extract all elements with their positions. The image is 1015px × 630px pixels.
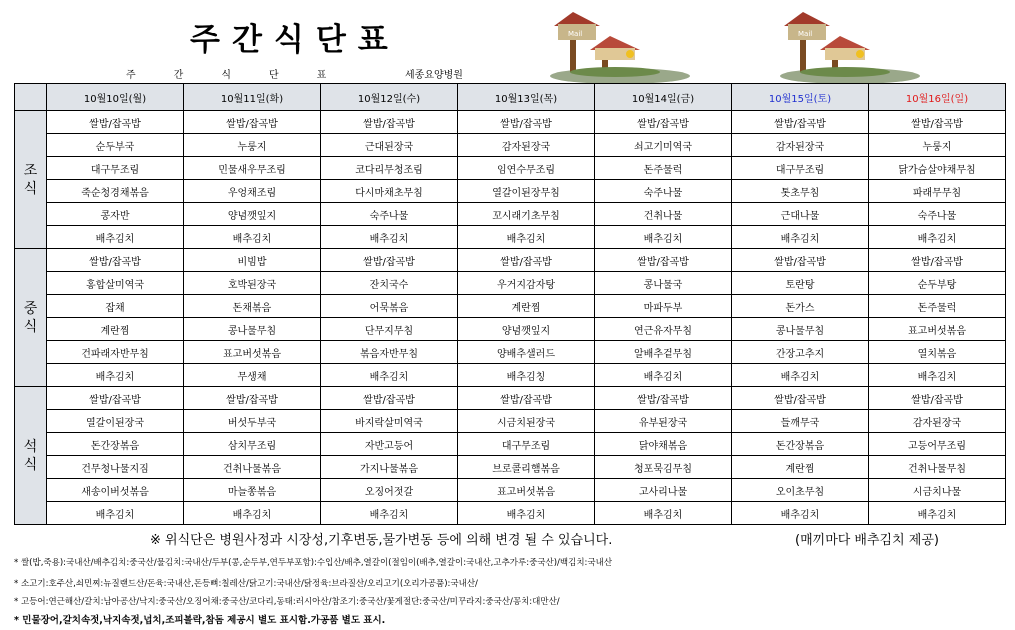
menu-item: 들깨무국 [732,410,869,433]
menu-item: 시금치된장국 [458,410,595,433]
menu-row [15,111,1006,134]
menu-item: 쌀밥/잡곡밥 [732,111,869,134]
weekly-menu-table [14,83,1006,525]
day-header: 10월14일(금) [595,84,732,111]
menu-item: 건취나물볶음 [184,456,321,479]
menu-item: 배추김치 [47,502,184,525]
menu-item: 숙주나물 [595,180,732,203]
menu-item: 양배추샐러드 [458,341,595,364]
origin-footnote: * 소고기:호주산,쇠민찌:뉴질랜드산/돈육:국내산,돈등뼈:칠레산/닭고기:국내산/닭정육:브라질산/오리고기(오리가공품):국내산/ [14,579,478,589]
menu-item: 톳초무침 [732,180,869,203]
menu-row [15,318,1006,341]
menu-item: 어묵볶음 [321,295,458,318]
menu-item: 임연수무조림 [458,157,595,180]
menu-item: 마늘쫑볶음 [184,479,321,502]
menu-item: 표고버섯볶음 [458,479,595,502]
menu-row [15,479,1006,502]
menu-item: 감자된장국 [869,410,1006,433]
menu-item: 배추김치 [869,226,1006,249]
day-header: 10월12일(수) [321,84,458,111]
menu-item: 알배추겉무침 [595,341,732,364]
menu-item: 배추김치 [732,364,869,387]
menu-item: 대구무조림 [732,157,869,180]
menu-item: 고등어무조림 [869,433,1006,456]
menu-item: 닭가슴살야채무침 [869,157,1006,180]
svg-text:Mail: Mail [568,30,583,38]
menu-item: 배추김칭 [458,364,595,387]
menu-item: 배추김치 [458,502,595,525]
menu-item: 배추김치 [869,502,1006,525]
svg-text:Mail: Mail [798,30,813,38]
origin-footnote: * 쌀(밥,죽용):국내산/배추김치:중국산/물김치:국내산/두부(콩,순두부,연두부포함):수입산/배추,열갈이(절임이(배추,열갈이:국내산,고추가루:중국산)/백김치:국내산 [14,558,613,568]
menu-item: 숙주나물 [869,203,1006,226]
menu-item: 배추김치 [458,226,595,249]
menu-row [15,433,1006,456]
hospital-name: 세종요양병원 [405,70,463,81]
menu-item: 파래무무침 [869,180,1006,203]
menu-row [15,456,1006,479]
menu-item: 브로콜리햄볶음 [458,456,595,479]
menu-item: 누룽지 [184,134,321,157]
menu-item: 콩나물국 [595,272,732,295]
menu-item: 근대된장국 [321,134,458,157]
menu-item: 단무지무침 [321,318,458,341]
menu-item: 계란찜 [458,295,595,318]
menu-item: 표고버섯볶음 [869,318,1006,341]
menu-item: 돈주물럭 [869,295,1006,318]
meal-label: 중 식 [15,249,47,387]
menu-item: 우엉채조림 [184,180,321,203]
menu-item: 닭야채볶음 [595,433,732,456]
menu-item: 연근유자무침 [595,318,732,341]
menu-item: 호박된장국 [184,272,321,295]
menu-item: 배추김치 [869,364,1006,387]
menu-item: 콩나물무침 [732,318,869,341]
menu-row [15,364,1006,387]
day-header-saturday: 10월15일(토) [732,84,869,111]
menu-item: 숙주나물 [321,203,458,226]
menu-row [15,134,1006,157]
menu-item: 돈가스 [732,295,869,318]
menu-item: 감자된장국 [458,134,595,157]
menu-item: 배추김치 [732,226,869,249]
menu-row [15,272,1006,295]
menu-item: 쌀밥/잡곡밥 [47,111,184,134]
menu-item: 돈간장볶음 [732,433,869,456]
menu-item: 민물새우무조림 [184,157,321,180]
menu-item: 꼬시래기초무침 [458,203,595,226]
menu-item: 쌀밥/잡곡밥 [869,249,1006,272]
change-notice: ※ 위식단은 병원사정과 시장성,기후변동,물가변동 등에 의해 변경 될 수 있습니다. [150,533,613,548]
menu-item: 쌀밥/잡곡밥 [47,249,184,272]
menu-row [15,502,1006,525]
meal-label: 석 식 [15,387,47,525]
menu-item: 쇠고기미역국 [595,134,732,157]
menu-item: 오이초무침 [732,479,869,502]
menu-row [15,180,1006,203]
menu-item: 코다리무청조림 [321,157,458,180]
menu-item: 청포묵김무침 [595,456,732,479]
menu-item: 배추김치 [321,502,458,525]
menu-item: 쌀밥/잡곡밥 [458,111,595,134]
menu-item: 계란찜 [732,456,869,479]
mail-house-icon [540,10,700,85]
menu-item: 쌀밥/잡곡밥 [595,249,732,272]
menu-item: 근대나물 [732,203,869,226]
menu-item: 시금치나물 [869,479,1006,502]
menu-item: 누룽지 [869,134,1006,157]
menu-item: 배추김치 [47,364,184,387]
menu-item: 순두부탕 [869,272,1006,295]
menu-item: 토란탕 [732,272,869,295]
kimchi-notice: (매끼마다 배추김치 제공) [795,533,939,548]
menu-item: 쌀밥/잡곡밥 [732,387,869,410]
page-subtitle: 주간식단표 [126,70,365,81]
menu-item: 간장고추지 [732,341,869,364]
menu-item: 쌀밥/잡곡밥 [595,387,732,410]
menu-item: 쌀밥/잡곡밥 [595,111,732,134]
menu-item: 배추김치 [47,226,184,249]
menu-item: 쌀밥/잡곡밥 [458,249,595,272]
menu-item: 쌀밥/잡곡밥 [184,387,321,410]
menu-item: 열갈이된장국 [47,410,184,433]
menu-item: 비빔밥 [184,249,321,272]
day-header: 10월10일(월) [47,84,184,111]
menu-item: 대구무조림 [458,433,595,456]
menu-item: 양념깻잎지 [458,318,595,341]
menu-row [15,226,1006,249]
menu-item: 돈주물럭 [595,157,732,180]
menu-item: 버섯두부국 [184,410,321,433]
menu-item: 고사리나물 [595,479,732,502]
menu-row [15,410,1006,433]
menu-item: 건무청나물지짐 [47,456,184,479]
menu-item: 배추김치 [321,226,458,249]
menu-item: 오징어젓갈 [321,479,458,502]
menu-item: 건취나물무침 [869,456,1006,479]
menu-item: 쌀밥/잡곡밥 [869,111,1006,134]
menu-item: 열치볶음 [869,341,1006,364]
menu-item: 바지락살미역국 [321,410,458,433]
menu-item: 표고버섯볶음 [184,341,321,364]
menu-item: 죽순청경채볶음 [47,180,184,203]
menu-item: 열갈이된장무침 [458,180,595,203]
page-title: 주간식단표 [190,22,400,58]
menu-row [15,203,1006,226]
day-header-row [15,84,1006,111]
menu-item: 홍합살미역국 [47,272,184,295]
menu-item: 양념깻잎지 [184,203,321,226]
menu-item: 계란찜 [47,318,184,341]
menu-row [15,387,1006,410]
menu-item: 새송이버섯볶음 [47,479,184,502]
menu-item: 마파두부 [595,295,732,318]
menu-item: 순두부국 [47,134,184,157]
mail-house-icon [770,10,930,85]
menu-item: 쌀밥/잡곡밥 [321,111,458,134]
day-header: 10월13일(목) [458,84,595,111]
menu-item: 쌀밥/잡곡밥 [869,387,1006,410]
menu-row [15,249,1006,272]
menu-item: 유부된장국 [595,410,732,433]
menu-item: 건파래자반무침 [47,341,184,364]
menu-item: 쌀밥/잡곡밥 [732,249,869,272]
menu-item: 삼치무조림 [184,433,321,456]
menu-item: 배추김치 [595,502,732,525]
menu-item: 배추김치 [595,364,732,387]
menu-item: 쌀밥/잡곡밥 [321,387,458,410]
menu-item: 잡채 [47,295,184,318]
day-header-sunday: 10월16일(일) [869,84,1006,111]
menu-item: 쌀밥/잡곡밥 [321,249,458,272]
menu-item: 잔치국수 [321,272,458,295]
menu-item: 대구무조림 [47,157,184,180]
menu-item: 우거지감자탕 [458,272,595,295]
menu-item: 콩나물무침 [184,318,321,341]
menu-item: 건취나물 [595,203,732,226]
menu-item: 가지나물볶음 [321,456,458,479]
corner-cell [15,84,47,111]
menu-item: 다시마채초무침 [321,180,458,203]
menu-item: 배추김치 [184,502,321,525]
menu-item: 배추김치 [595,226,732,249]
menu-item: 무생채 [184,364,321,387]
menu-item: 배추김치 [732,502,869,525]
menu-item: 돈채볶음 [184,295,321,318]
menu-item: 배추김치 [184,226,321,249]
menu-item: 돈간장볶음 [47,433,184,456]
menu-row [15,295,1006,318]
menu-item: 콩자반 [47,203,184,226]
menu-item: 배추김치 [321,364,458,387]
menu-row [15,341,1006,364]
menu-row [15,157,1006,180]
origin-footnote: * 고등어:연근해산/갈치:남아공산/낙지:중국산/오징어채:중국산/코다리,동태:러시아산/참조기:중국산/꽃게절단:중국산/미꾸라지:중국산/꽁치:대만산/ [14,597,560,607]
day-header: 10월11일(화) [184,84,321,111]
menu-item: 자반고등어 [321,433,458,456]
origin-footnote: * 민물장어,갈치속젓,낙지속젓,넙치,조피볼락,참돔 제공시 별도 표시함.가공품 별도 표시. [14,615,386,626]
menu-item: 감자된장국 [732,134,869,157]
menu-item: 쌀밥/잡곡밥 [458,387,595,410]
menu-item: 볶음자반무침 [321,341,458,364]
menu-item: 쌀밥/잡곡밥 [47,387,184,410]
meal-label: 조 식 [15,111,47,249]
menu-item: 쌀밥/잡곡밥 [184,111,321,134]
